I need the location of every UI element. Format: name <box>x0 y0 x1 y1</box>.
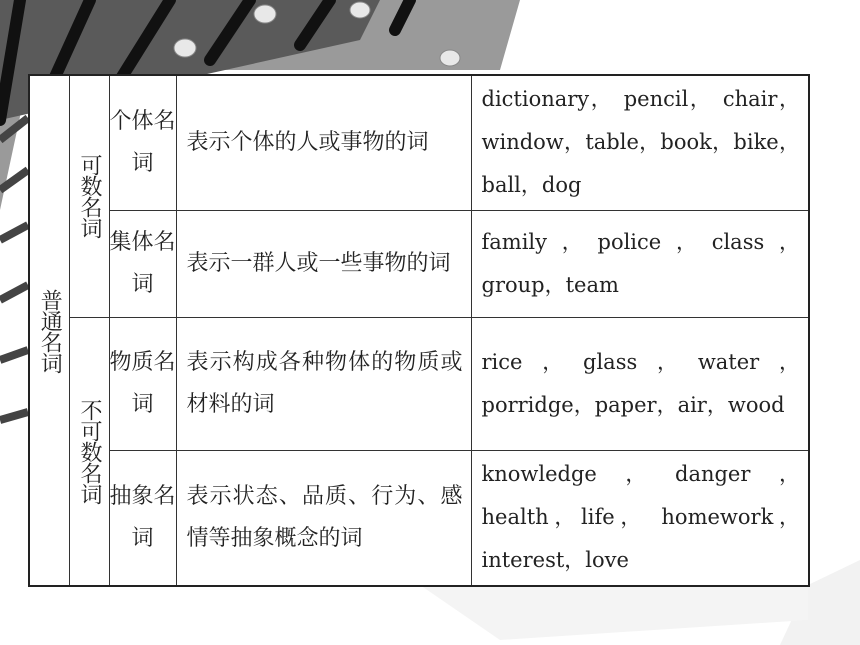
table-row <box>29 450 809 586</box>
table-row <box>29 210 809 317</box>
noun-type: 集体名词 <box>109 210 176 317</box>
noun-examples: family，police，class，group，team <box>471 210 809 317</box>
noun-definition: 表示个体的人或事物的词 <box>176 75 471 210</box>
noun-type: 个体名词 <box>109 75 176 210</box>
noun-type: 抽象名词 <box>109 450 176 586</box>
noun-definition: 表示状态、品质、行为、感情等抽象概念的词 <box>176 450 471 586</box>
noun-type: 物质名词 <box>109 317 176 450</box>
uncountable-label: 不可数名词 <box>77 398 102 504</box>
noun-definition: 表示一群人或一些事物的词 <box>176 210 471 317</box>
table-row <box>29 75 809 210</box>
noun-examples: knowledge，danger，health，life， homework， interest，love <box>471 450 809 586</box>
noun-examples: rice，glass，water，porridge，paper，air，wood <box>471 317 809 450</box>
noun-classification-table <box>28 74 810 587</box>
countable-cell <box>69 75 109 317</box>
category-label: 普通名词 <box>37 288 63 373</box>
table-row <box>29 317 809 450</box>
noun-definition: 表示构成各种物体的物质或材料的词 <box>176 317 471 450</box>
uncountable-cell <box>69 317 109 586</box>
category-cell <box>29 75 69 586</box>
noun-examples: dictionary， pencil， chair，window，table，book，bike，ball，dog <box>471 75 809 210</box>
countable-label: 可数名词 <box>77 154 102 239</box>
